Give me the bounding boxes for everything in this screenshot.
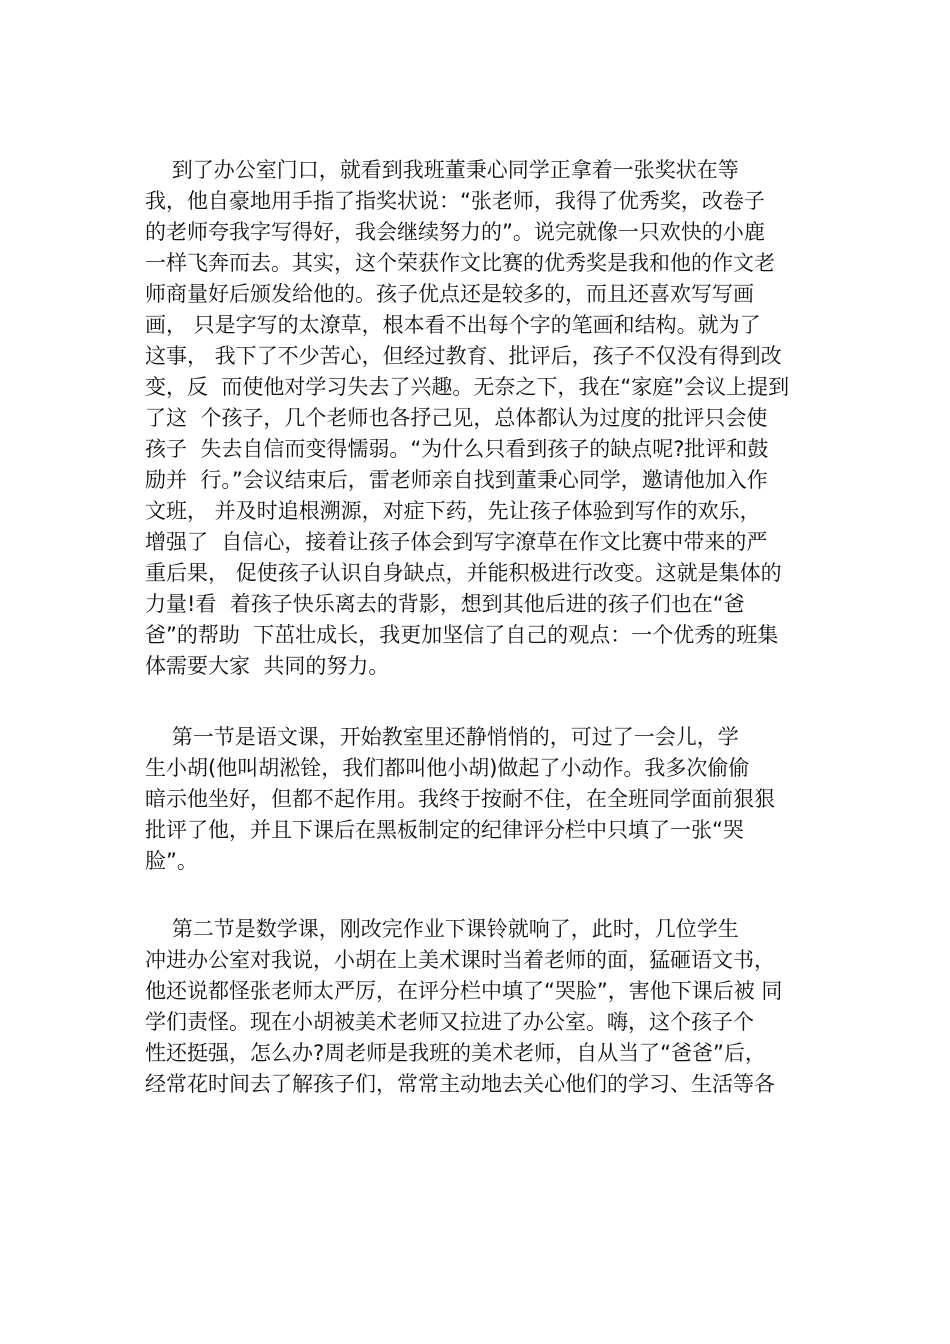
text-line: 的老师夸我字写得好，我会继续努力的”。说完就像一只欢快的小鹿 <box>145 220 765 244</box>
text-line: 体需要大家 共同的努力。 <box>145 654 390 678</box>
text-line: 性还挺强，怎么办?周老师是我班的美术老师，自从当了“爸爸”后， <box>145 1041 766 1065</box>
text-line: 师商量好后颁发给他的。孩子优点还是较多的，而且还喜欢写写画 <box>145 282 754 306</box>
text-line: 画， 只是字写的太潦草，根本看不出每个字的笔画和结构。就为了 <box>145 313 761 337</box>
text-line: 我，他自豪地用手指了指奖状说：“张老师，我得了优秀奖，改卷子 <box>145 189 765 213</box>
text-line: 暗示他坐好，但都不起作用。我终于按耐不住，在全班同学面前狠狠 <box>145 787 775 811</box>
text-line: 一样飞奔而去。其实，这个荣获作文比赛的优秀奖是我和他的作文老 <box>145 251 775 275</box>
text-line: 生小胡(他叫胡淞铨，我们都叫他小胡)做起了小动作。我多次偷偷 <box>145 756 750 780</box>
paragraph-3 <box>145 914 815 1100</box>
text-line: 这事， 我下了不少苦心，但经过教育、批评后，孩子不仅没有得到改 <box>145 344 782 368</box>
text-line: 文班， 并及时追根溯源，对症下药，先让孩子体验到写作的欢乐， <box>145 499 761 523</box>
paragraph-2 <box>145 722 815 877</box>
text-line: 脸”。 <box>145 849 198 873</box>
text-line: 他还说都怪张老师太严厉，在评分栏中填了“哭脸”，害他下课后被 同 <box>145 979 783 1003</box>
paragraph-1 <box>145 155 815 682</box>
text-line: 了这 个孩子，几个老师也各抒己见，总体都认为过度的批评只会使 <box>145 406 768 430</box>
text-line: 励并 行。”会议结束后，雷老师亲自找到董秉心同学，邀请他加入作 <box>145 468 768 492</box>
text-line: 增强了 自信心，接着让孩子体会到写字潦草在作文比赛中带来的严 <box>145 530 768 554</box>
text-line: 重后果， 促使孩子认识自身缺点，并能积极进行改变。这就是集体的 <box>145 561 782 585</box>
text-line: 冲进办公室对我说，小胡在上美术课时当着老师的面，猛砸语文书， <box>145 948 775 972</box>
text-line: 学们责怪。现在小胡被美术老师又拉进了办公室。嗨，这个孩子个 <box>145 1010 754 1034</box>
text-line: 经常花时间去了解孩子们，常常主动地去关心他们的学习、生活等各 <box>145 1072 775 1096</box>
text-line: 变，反 而使他对学习失去了兴趣。无奈之下，我在“家庭”会议上提到 <box>145 375 790 399</box>
text-line: 第一节是语文课，开始教室里还静悄悄的，可过了一会儿，学 <box>145 725 739 749</box>
text-line: 爸”的帮助 下茁壮成长，我更加坚信了自己的观点：一个优秀的班集 <box>145 623 779 647</box>
text-line: 批评了他，并且下课后在黑板制定的纪律评分栏中只填了一张“哭 <box>145 818 744 842</box>
text-line: 到了办公室门口，就看到我班董秉心同学正拿着一张奖状在等 <box>145 158 739 182</box>
text-line: 力量!看 着孩子快乐离去的背影，想到其他后进的孩子们也在“爸 <box>145 592 745 616</box>
text-line: 孩子 失去自信而变得懦弱。“为什么只看到孩子的缺点呢?批评和鼓 <box>145 437 769 461</box>
text-line: 第二节是数学课，刚改完作业下课铃就响了，此时，几位学生 <box>145 917 739 941</box>
